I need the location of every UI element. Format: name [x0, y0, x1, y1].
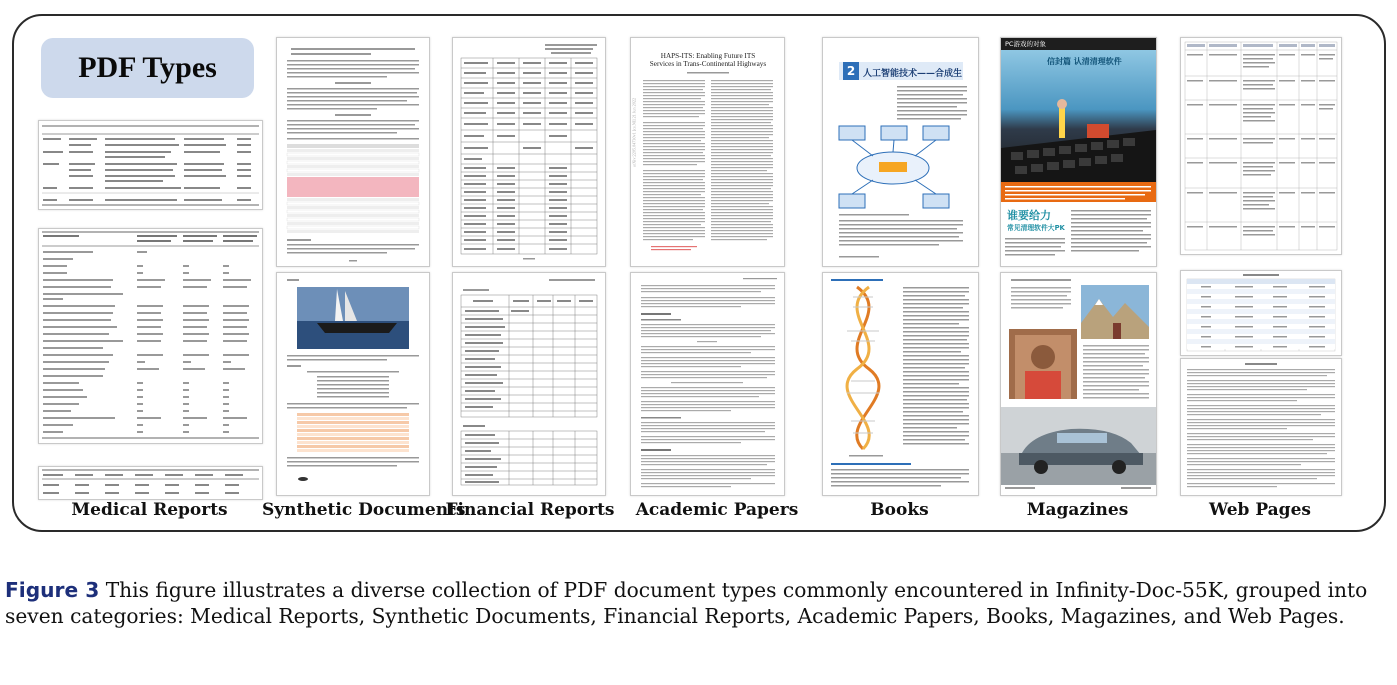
book-page-1	[822, 37, 979, 267]
figure-caption-text: This figure illustrates a diverse collection of PDF document types commonly encountered in Infinity-Doc-55K, grouped into seven categories: Medical Reports, Synthetic Documents, Financial Reports, Academic Papers, Books, Magazines, and Web Pages.	[5, 578, 1368, 628]
synthetic-doc-page-2	[276, 272, 430, 496]
book-chapter-number: 2	[843, 62, 859, 80]
category-label-synthetic-documents: Synthetic Documents	[262, 500, 466, 520]
web-page-1	[1180, 37, 1342, 255]
book-page-2	[822, 272, 979, 496]
medical-table-3-graphic	[39, 467, 262, 499]
book-page-2-graphic	[823, 273, 978, 495]
portrait-photo	[1009, 329, 1077, 399]
category-label-web-pages: Web Pages	[1209, 500, 1311, 520]
figure-number: Figure 3	[5, 578, 100, 602]
financial-report-1-graphic	[453, 38, 605, 266]
academic-paper-2-graphic	[631, 273, 784, 495]
medical-report-page-3	[38, 466, 263, 500]
medical-table-2-graphic	[39, 229, 262, 443]
category-label-academic-papers: Academic Papers	[635, 500, 799, 520]
medical-report-page-2	[38, 228, 263, 444]
category-label-magazines: Magazines	[1026, 500, 1129, 520]
figure-caption	[5, 577, 1393, 629]
magazine-promo-line-2: 常见清理软件大PK	[1007, 224, 1065, 232]
book-chapter-title: 人工智能技术——合成生	[863, 69, 963, 79]
academic-paper-1-graphic	[631, 38, 784, 266]
academic-paper-page-1	[630, 37, 785, 267]
car-ad-photo	[1001, 407, 1156, 485]
academic-paper-page-2	[630, 272, 785, 496]
magazine-headline: 信封篇 认清清理软件	[1047, 57, 1122, 66]
panel-title-box	[41, 38, 254, 98]
academic-paper-arxiv-id: arXiv:2205.04730v1 [cs.NI] 21 Jun 2022	[631, 97, 637, 168]
synthetic-doc-page-1	[276, 37, 430, 267]
magazine-brand: PC游戏的对象	[1005, 40, 1046, 48]
dna-helix-illustration	[847, 287, 879, 449]
web-page-3	[1180, 358, 1342, 496]
magazine-page-2-graphic	[1001, 273, 1156, 495]
category-label-medical-reports: Medical Reports	[71, 500, 228, 520]
academic-paper-title: HAPS-ITS: Enabling Future ITS Services in Trans-Continental Highways	[649, 52, 767, 68]
web-page-1-graphic	[1181, 38, 1341, 254]
financial-report-2-graphic	[453, 273, 605, 495]
category-label-books: Books	[870, 500, 929, 520]
mountain-photo	[1081, 285, 1149, 339]
keyboard-illustration	[1001, 99, 1156, 182]
magazine-promo-line-1: 谁要给力	[1007, 209, 1051, 222]
web-page-3-graphic	[1181, 359, 1341, 495]
magazine-page-1	[1000, 37, 1157, 267]
medical-table-1-graphic	[39, 121, 262, 209]
synthetic-doc-2-graphic	[277, 273, 429, 495]
web-page-2	[1180, 270, 1342, 356]
medical-report-page-1	[38, 120, 263, 210]
synthetic-doc-1-graphic	[277, 38, 429, 266]
financial-report-page-1	[452, 37, 606, 267]
web-page-2-graphic	[1181, 271, 1341, 355]
financial-report-page-2	[452, 272, 606, 496]
category-label-financial-reports: Financial Reports	[445, 500, 615, 520]
magazine-page-2	[1000, 272, 1157, 496]
book-page-1-graphic	[823, 38, 978, 266]
panel-title: PDF Types	[78, 51, 217, 84]
